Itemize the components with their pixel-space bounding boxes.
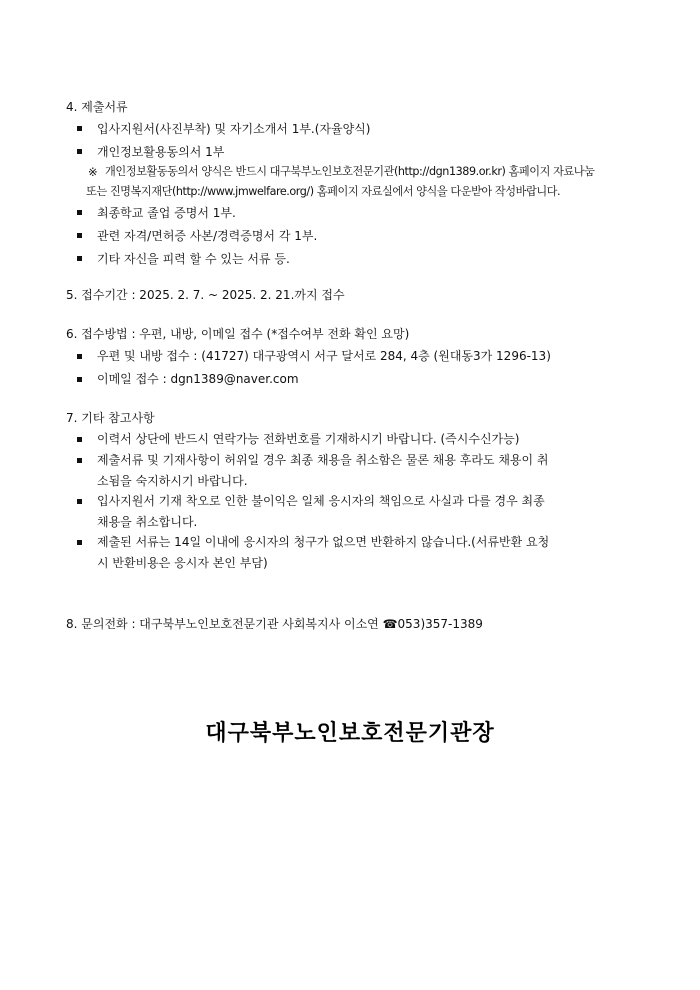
organization-signature: 대구북부노인보호전문기관장 [205,720,495,746]
bullet [77,354,82,359]
bullet [77,437,82,442]
list-item: 제출서류 및 기재사항이 허위일 경우 최종 채용을 취소함은 물론 채용 후라도 채용이 취 [97,453,549,467]
bullet [77,149,82,154]
list-item-continuation: 소됨을 숙지하시기 바랍니다. [97,474,248,488]
list-item: 이메일 접수 : dgn1389@naver.com [97,372,299,386]
bullet [77,233,82,238]
bullet [77,210,82,215]
bullet [77,256,82,261]
list-item: 입사지원서 기재 착오로 인한 불이익은 일체 응시자의 책임으로 사실과 다를 경우 최종 [97,494,545,508]
bullet [77,458,82,463]
list-item: 개인정보활용동의서 1부 [97,145,225,159]
list-item: 제출된 서류는 14일 이내에 응시자의 청구가 없으면 반환하지 않습니다.(서류반환 요청 [97,535,550,549]
list-item: 우편 및 내방 접수 : (41727) 대구광역시 서구 달서로 284, 4층 (원대동3가 1296-13) [97,349,551,363]
list-item: 기타 자신을 피력 할 수 있는 서류 등. [97,252,290,266]
bullet [77,126,82,131]
note-line: 또는 진명복지재단(http://www.jmwelfare.org/) 홈페이지 자료실에서 양식을 다운받아 작성바랍니다. [86,185,561,198]
list-item: 관련 자격/면허증 사본/경력증명서 각 1부. [97,229,318,243]
section7-heading: 7. 기타 참고사항 [66,411,155,425]
note-line: 개인정보활동동의서 양식은 반드시 대구북부노인보호전문기관(http://dgn1389.or.kr) 홈페이지 자료나눔 [105,165,595,178]
list-item: 입사지원서(사진부착) 및 자기소개서 1부.(자율양식) [97,122,371,136]
bullet [77,499,82,504]
list-item: 최종학교 졸업 증명서 1부. [97,206,236,220]
bullet [77,540,82,545]
bullet [77,377,82,382]
note-mark: ※ [88,165,98,179]
section6-heading: 6. 접수방법 : 우편, 내방, 이메일 접수 (*접수여부 전화 확인 요망) [66,327,410,341]
list-item-continuation: 채용을 취소합니다. [97,515,198,529]
section4-heading: 4. 제출서류 [66,100,128,114]
list-item-continuation: 시 반환비용은 응시자 본인 부담) [97,556,268,570]
list-item: 이력서 상단에 반드시 연락가능 전화번호를 기재하시기 바랍니다. (즉시수신가능) [97,432,520,446]
section5-text: 5. 접수기간 : 2025. 2. 7. ~ 2025. 2. 21.까지 접수 [66,288,345,302]
section8-text: 8. 문의전화 : 대구북부노인보호전문기관 사회복지사 이소연 ☎053)357-1389 [66,617,483,631]
